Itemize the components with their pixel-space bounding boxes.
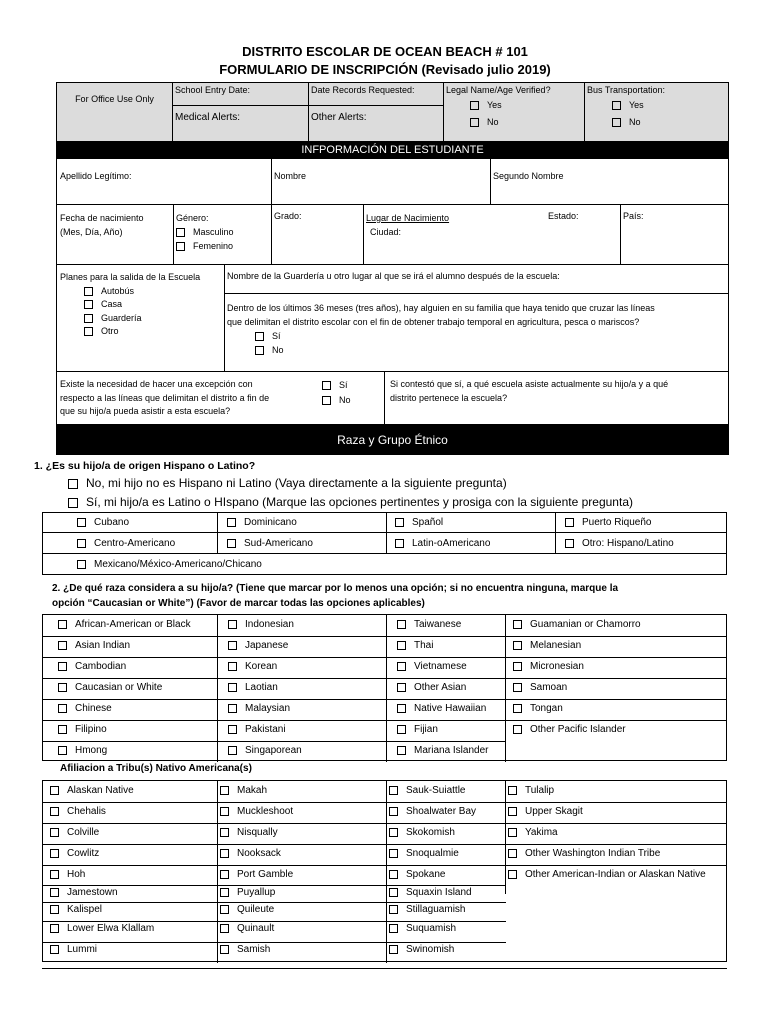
tribe-label: Colville <box>67 827 100 838</box>
checkbox-icon[interactable] <box>68 479 78 489</box>
tribe-option[interactable] <box>508 785 554 796</box>
tribe-option[interactable] <box>389 848 459 859</box>
checkbox-icon[interactable] <box>397 725 406 734</box>
hispanic-mexicano[interactable]: Mexicano/México-Americano/Chicano <box>77 559 262 570</box>
tribe-label: Shoalwater Bay <box>406 806 477 817</box>
race-option[interactable] <box>397 619 461 630</box>
checkbox-icon[interactable] <box>470 118 479 127</box>
checkbox-icon[interactable] <box>50 924 59 933</box>
checkbox-icon[interactable] <box>176 228 185 237</box>
checkbox-icon[interactable] <box>228 725 237 734</box>
tribe-option[interactable] <box>389 827 455 838</box>
checkbox-icon[interactable] <box>50 905 59 914</box>
race-option[interactable] <box>58 682 162 693</box>
dismissal-plans: Planes para la salida de la Escuela Autobús Casa Guardería Otro <box>57 269 203 341</box>
race-label: Filipino <box>75 724 107 735</box>
tribe-option[interactable] <box>220 869 293 880</box>
race-label: Laotian <box>245 682 278 693</box>
hispanic-latino[interactable]: Latin-oAmericano <box>395 538 490 549</box>
race-option[interactable] <box>513 703 563 714</box>
checkbox-icon[interactable] <box>220 924 229 933</box>
checkbox-icon[interactable] <box>77 539 86 548</box>
bus-yes-option[interactable]: Yes <box>609 98 647 112</box>
checkbox-icon[interactable] <box>513 725 522 734</box>
tribe-label: Swinomish <box>406 944 455 955</box>
race-label: Other Asian <box>414 682 467 693</box>
race-label: Thai <box>414 640 434 651</box>
checkbox-icon[interactable] <box>397 641 406 650</box>
q1-no-option[interactable]: No, mi hijo no es Hispano ni Latino (Vaya directamente a la siguiente pregunta) <box>68 476 507 490</box>
checkbox-icon[interactable] <box>228 746 237 755</box>
race-option[interactable] <box>58 661 126 672</box>
race-label: Other Pacific Islander <box>530 724 626 735</box>
district-title: DISTRITO ESCOLAR DE OCEAN BEACH # 101 <box>242 44 528 59</box>
tribe-label: Chehalis <box>67 806 106 817</box>
race-label: Vietnamese <box>414 661 467 672</box>
checkbox-icon[interactable] <box>58 641 67 650</box>
checkbox-icon[interactable] <box>84 287 93 296</box>
tribe-option[interactable] <box>50 785 134 796</box>
tribe-label: Spokane <box>406 869 446 880</box>
q2-title-line1: 2. ¿De qué raza considera a su hijo/a? (Tiene que marcar por lo menos una opción; si no encuentra ninguna, marque la <box>52 583 619 594</box>
checkbox-icon[interactable] <box>397 683 406 692</box>
checkbox-icon[interactable] <box>220 870 229 879</box>
checkbox-icon[interactable] <box>389 888 398 897</box>
checkbox-icon[interactable] <box>389 905 398 914</box>
tribe-option[interactable] <box>220 887 275 898</box>
male-option[interactable]: Masculino <box>176 225 234 239</box>
race-option[interactable] <box>228 724 286 735</box>
tribe-option[interactable] <box>508 848 660 859</box>
exception-no[interactable]: No <box>322 393 351 408</box>
office-use-box <box>56 82 729 142</box>
student-info-box <box>56 158 729 425</box>
checkbox-icon[interactable] <box>84 314 93 323</box>
tribe-label: Quileute <box>237 904 275 915</box>
q1-title: 1. ¿Es su hijo/a de origen Hispano o Latino? <box>34 460 256 472</box>
country-field[interactable]: País: <box>623 211 644 221</box>
tribe-option[interactable] <box>220 827 278 838</box>
checkbox-icon[interactable] <box>220 786 229 795</box>
tribe-option[interactable] <box>220 848 281 859</box>
tribe-option[interactable] <box>50 869 85 880</box>
race-option[interactable] <box>228 619 294 630</box>
tribe-option[interactable] <box>220 806 293 817</box>
tribe-option[interactable] <box>389 944 454 955</box>
checkbox-icon[interactable] <box>220 905 229 914</box>
tribe-label: Port Gamble <box>237 869 294 880</box>
tribe-option[interactable] <box>508 869 706 880</box>
checkbox-icon[interactable] <box>508 807 517 816</box>
medical-alerts[interactable]: Medical Alerts: <box>175 112 241 123</box>
checkbox-icon[interactable] <box>77 518 86 527</box>
checkbox-icon[interactable] <box>322 381 331 390</box>
checkbox-icon[interactable] <box>227 518 236 527</box>
checkbox-icon[interactable] <box>389 870 398 879</box>
checkbox-icon[interactable] <box>389 945 398 954</box>
hispanic-centro[interactable]: Centro-Americano <box>77 538 175 549</box>
q1-yes-option[interactable]: Sí, mi hijo/a es Latino o HIspano (Marque las opciones pertinentes y prosiga con la siguiente pregunta) <box>68 495 633 509</box>
checkbox-icon[interactable] <box>389 786 398 795</box>
checkbox-icon[interactable] <box>50 807 59 816</box>
tribe-option[interactable] <box>50 827 99 838</box>
checkbox-icon[interactable] <box>220 828 229 837</box>
race-label: Tongan <box>530 703 563 714</box>
other-alerts[interactable]: Other Alerts: <box>311 112 367 123</box>
tribe-label: Quinault <box>237 923 275 934</box>
dismissal-home[interactable]: Casa <box>60 298 200 312</box>
tribe-title: Afiliacion a Tribu(s) Nativo Americana(s) <box>60 763 252 774</box>
hispanic-other[interactable]: Otro: Hispano/Latino <box>565 538 674 549</box>
race-option[interactable] <box>397 682 466 693</box>
hispanic-grid <box>42 512 727 575</box>
tribe-label: Makah <box>237 785 268 796</box>
race-label: Indonesian <box>245 619 294 630</box>
race-option[interactable] <box>397 745 488 756</box>
checkbox-icon[interactable] <box>508 870 517 879</box>
race-label: Fijian <box>414 724 438 735</box>
checkbox-icon[interactable] <box>220 945 229 954</box>
tribe-label: Squaxin Island <box>406 887 472 898</box>
tribe-option[interactable] <box>50 806 106 817</box>
race-label: Native Hawaiian <box>414 703 487 714</box>
checkbox-icon[interactable] <box>176 242 185 251</box>
race-label: Hmong <box>75 745 108 756</box>
grade-field[interactable]: Grado: <box>274 211 302 221</box>
checkbox-icon[interactable] <box>255 346 264 355</box>
checkbox-icon[interactable] <box>513 683 522 692</box>
tribe-option[interactable] <box>508 806 583 817</box>
tribe-label: Jamestown <box>67 887 118 898</box>
checkbox-icon[interactable] <box>395 539 404 548</box>
race-label: Melanesian <box>530 640 582 651</box>
tribe-option[interactable] <box>389 785 465 796</box>
race-label: Mariana Islander <box>414 745 489 756</box>
tribe-label: Suquamish <box>406 923 457 934</box>
checkbox-icon[interactable] <box>58 662 67 671</box>
checkbox-icon[interactable] <box>228 641 237 650</box>
bus-transportation: Bus Transportation: <box>587 85 666 95</box>
checkbox-icon[interactable] <box>58 704 67 713</box>
race-option[interactable] <box>228 745 302 756</box>
q2-title-line2: opción “Caucasian or White”) (Favor de marcar todas las opciones aplicables) <box>52 598 425 609</box>
tribe-option[interactable] <box>220 923 274 934</box>
state-field[interactable]: Estado: <box>548 211 579 221</box>
race-label: Taiwanese <box>414 619 462 630</box>
tribe-option[interactable] <box>50 923 154 934</box>
tribe-option[interactable] <box>220 904 274 915</box>
tribe-label: Stillaguamish <box>406 904 466 915</box>
checkbox-icon[interactable] <box>50 849 59 858</box>
race-option[interactable] <box>58 640 130 651</box>
race-option[interactable] <box>513 724 626 735</box>
tribe-label: Skokomish <box>406 827 455 838</box>
race-option[interactable] <box>397 661 467 672</box>
race-label: Japanese <box>245 640 289 651</box>
checkbox-icon[interactable] <box>58 725 67 734</box>
checkbox-icon[interactable] <box>513 641 522 650</box>
race-label: Caucasian or White <box>75 682 163 693</box>
checkbox-icon[interactable] <box>227 539 236 548</box>
checkbox-icon[interactable] <box>228 620 237 629</box>
race-option[interactable] <box>397 703 486 714</box>
checkbox-icon[interactable] <box>508 849 517 858</box>
checkbox-icon[interactable] <box>612 118 621 127</box>
tribe-option[interactable] <box>508 827 558 838</box>
race-option[interactable] <box>397 640 433 651</box>
race-label: Samoan <box>530 682 568 693</box>
checkbox-icon[interactable] <box>397 620 406 629</box>
checkbox-icon[interactable] <box>389 924 398 933</box>
checkbox-icon[interactable] <box>470 101 479 110</box>
race-label: Micronesian <box>530 661 584 672</box>
checkbox-icon[interactable] <box>50 945 59 954</box>
exception-options <box>319 376 354 410</box>
race-label: African-American or Black <box>75 619 191 630</box>
checkbox-icon[interactable] <box>397 662 406 671</box>
checkbox-icon[interactable] <box>513 620 522 629</box>
tribe-label: Sauk-Suiattle <box>406 785 466 796</box>
checkbox-icon[interactable] <box>228 704 237 713</box>
checkbox-icon[interactable] <box>397 704 406 713</box>
checkbox-icon[interactable] <box>389 807 398 816</box>
legal-yes-option[interactable]: Yes <box>467 98 505 112</box>
race-label: Cambodian <box>75 661 127 672</box>
checkbox-icon[interactable] <box>397 746 406 755</box>
migrant-no[interactable]: No <box>227 343 655 357</box>
checkbox-icon[interactable] <box>513 704 522 713</box>
checkbox-icon[interactable] <box>389 828 398 837</box>
tribe-label: Puyallup <box>237 887 276 898</box>
race-label: Korean <box>245 661 278 672</box>
race-option[interactable] <box>513 619 641 630</box>
tribe-label: Other American-Indian or Alaskan Native <box>525 869 706 880</box>
race-option[interactable] <box>397 724 438 735</box>
school-entry-date[interactable]: School Entry Date: <box>175 85 251 95</box>
checkbox-icon[interactable] <box>220 849 229 858</box>
checkbox-icon[interactable] <box>50 888 59 897</box>
checkbox-icon[interactable] <box>58 620 67 629</box>
tribe-label: Other Washington Indian Tribe <box>525 848 661 859</box>
tribe-label: Yakima <box>525 827 558 838</box>
tribe-option[interactable] <box>50 904 102 915</box>
hispanic-sud[interactable]: Sud-Americano <box>227 538 313 549</box>
race-option[interactable] <box>58 745 107 756</box>
migrant-question: Dentro de los últimos 36 meses (tres años), hay alguien en su familia que haya tenido que cruzar las líneas que delimitan el distrito escolar con el fin de obtener trabajo temporal en agricultura, pesca o mariscos? Sí No <box>227 303 655 355</box>
race-option[interactable] <box>513 640 581 651</box>
checkbox-icon[interactable] <box>84 300 93 309</box>
gender-field: Género: Masculino Femenino <box>176 213 234 251</box>
race-option[interactable] <box>513 661 584 672</box>
checkbox-icon[interactable] <box>513 662 522 671</box>
checkbox-icon[interactable] <box>508 786 517 795</box>
checkbox-icon[interactable] <box>508 828 517 837</box>
tribe-label: Cowlitz <box>67 848 100 859</box>
race-option[interactable] <box>58 703 112 714</box>
tribe-label: Muckleshoot <box>237 806 294 817</box>
checkbox-icon[interactable] <box>395 518 404 527</box>
tribe-option[interactable] <box>389 923 456 934</box>
race-option[interactable] <box>58 619 191 630</box>
checkbox-icon[interactable] <box>50 828 59 837</box>
tribe-option[interactable] <box>389 806 476 817</box>
student-info-header: INFPORMACIÓN DEL ESTUDIANTE <box>56 142 729 158</box>
checkbox-icon[interactable] <box>228 662 237 671</box>
race-ethnicity-header: Raza y Grupo Étnico <box>56 425 729 455</box>
tribe-option[interactable] <box>220 944 270 955</box>
first-name-field[interactable]: Nombre <box>274 171 307 181</box>
date-records-requested[interactable]: Date Records Requested: <box>311 85 415 95</box>
tribe-label: Samish <box>237 944 271 955</box>
hispanic-dominicano[interactable]: Dominicano <box>227 517 297 528</box>
checkbox-icon[interactable] <box>58 683 67 692</box>
checkbox-icon[interactable] <box>84 327 93 336</box>
tribe-option[interactable] <box>50 944 97 955</box>
checkbox-icon[interactable] <box>255 332 264 341</box>
checkbox-icon[interactable] <box>389 849 398 858</box>
exception-question: Existe la necesidad de hacer una excepción con respecto a las líneas que delimitan el distrito a fin de que su hijo/a pueda asistir a esta escuela? <box>60 379 270 416</box>
checkbox-icon[interactable] <box>565 518 574 527</box>
race-option[interactable] <box>228 703 290 714</box>
tribe-option[interactable] <box>389 869 445 880</box>
checkbox-icon[interactable] <box>322 396 331 405</box>
dob-field[interactable]: Fecha de nacimiento (Mes, Día, Año) <box>60 213 144 237</box>
checkbox-icon[interactable] <box>228 683 237 692</box>
race-label: Guamanian or Chamorro <box>530 619 641 630</box>
tribe-label: Upper Skagit <box>525 806 583 817</box>
hispanic-puerto-rico[interactable]: Puerto Riqueño <box>565 517 652 528</box>
hispanic-spanol[interactable]: Spañol <box>395 517 443 528</box>
tribe-label: Lummi <box>67 944 98 955</box>
tribe-label: Snoqualmie <box>406 848 459 859</box>
dismissal-other[interactable]: Otro <box>60 325 200 339</box>
race-option[interactable] <box>228 682 278 693</box>
checkbox-icon[interactable] <box>220 888 229 897</box>
female-option[interactable]: Femenino <box>176 239 234 253</box>
daycare-name-field[interactable]: Nombre de la Guardería u otro lugar al que se irá el alumno después de la escuela: <box>227 271 560 281</box>
tribe-label: Kalispel <box>67 904 103 915</box>
race-label: Asian Indian <box>75 640 131 651</box>
tribe-label: Hoh <box>67 869 86 880</box>
exception-yes[interactable]: Sí <box>322 378 351 393</box>
checkbox-icon[interactable] <box>220 807 229 816</box>
race-option[interactable] <box>513 682 567 693</box>
legal-name-verified: Legal Name/Age Verified? <box>446 85 551 95</box>
tribe-label: Nooksack <box>237 848 281 859</box>
race-label: Malaysian <box>245 703 291 714</box>
tribe-option[interactable] <box>220 785 267 796</box>
race-option[interactable] <box>228 640 288 651</box>
middle-name-field[interactable]: Segundo Nombre <box>493 171 564 181</box>
race-option[interactable] <box>58 724 107 735</box>
last-name-field[interactable]: Apellido Legítimo: <box>60 171 132 181</box>
tribe-option[interactable] <box>50 887 118 898</box>
tribe-label: Alaskan Native <box>67 785 134 796</box>
checkbox-icon[interactable] <box>77 560 86 569</box>
race-option[interactable] <box>228 661 277 672</box>
checkbox-icon[interactable] <box>58 746 67 755</box>
form-title: FORMULARIO DE INSCRIPCIÓN (Revisado julio 2019) <box>219 62 551 77</box>
tribe-option[interactable] <box>50 848 99 859</box>
legal-no-option[interactable]: No <box>467 115 502 129</box>
checkbox-icon[interactable] <box>50 870 59 879</box>
tribe-label: Nisqually <box>237 827 278 838</box>
footer-divider <box>42 968 727 969</box>
race-label: Singaporean <box>245 745 302 756</box>
current-school-field[interactable]: Si contestó que sí, a qué escuela asiste actualmente su hijo/a y a qué distrito pertenece la escuela? <box>390 379 669 403</box>
tribe-label: Tulalip <box>525 785 555 796</box>
office-use-label: For Office Use Only <box>75 94 154 104</box>
tribe-option[interactable] <box>389 887 472 898</box>
checkbox-icon[interactable] <box>50 786 59 795</box>
dismissal-daycare[interactable]: Guardería <box>60 312 200 326</box>
race-label: Chinese <box>75 703 112 714</box>
race-label: Pakistani <box>245 724 286 735</box>
bus-no-option[interactable]: No <box>609 115 644 129</box>
hispanic-cubano[interactable]: Cubano <box>77 517 129 528</box>
dismissal-bus[interactable]: Autobús <box>60 285 200 299</box>
migrant-yes[interactable]: Sí <box>227 329 655 343</box>
checkbox-icon[interactable] <box>68 498 78 508</box>
checkbox-icon[interactable] <box>612 101 621 110</box>
checkbox-icon[interactable] <box>565 539 574 548</box>
tribe-option[interactable] <box>389 904 465 915</box>
tribe-label: Lower Elwa Klallam <box>67 923 155 934</box>
birthplace-field[interactable]: Lugar de Nacimiento Ciudad: <box>366 213 450 237</box>
